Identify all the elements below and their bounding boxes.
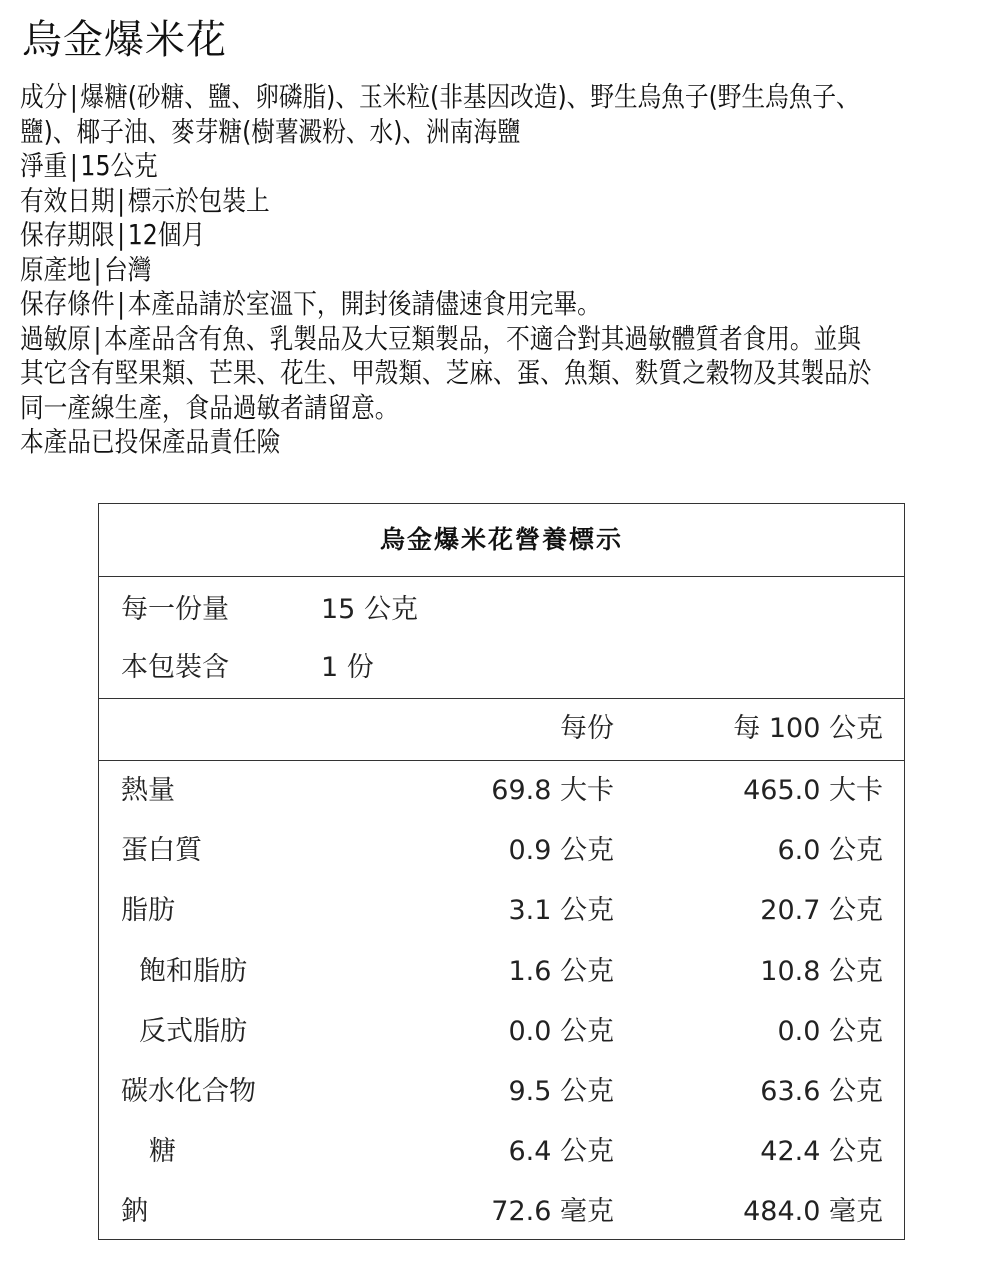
info-key: 保存條件	[20, 288, 115, 320]
nutrient-label: 蛋白質	[121, 835, 202, 867]
info-key: 淨重	[20, 150, 68, 182]
nutrient-per-100g: 6.0 公克	[777, 835, 883, 867]
nutrient-per-serving: 0.9 公克	[508, 835, 614, 867]
info-line-storage	[20, 287, 850, 322]
info-value: 本產品含有魚、乳製品及大豆類製品，不適合對其過敏體質者食用。並與	[104, 322, 861, 355]
info-key: 原產地	[20, 253, 91, 286]
column-header-per-serving: 每份	[560, 713, 614, 744]
info-value: 鹽)、椰子油、麥芽糖(樹薯澱粉、水)、洲南海鹽	[20, 115, 521, 148]
product-info	[20, 80, 872, 460]
info-separator: |	[117, 219, 126, 251]
nutrient-per-100g: 20.7 公克	[760, 895, 883, 927]
info-value: 爆糖(砂糖、鹽、卵磷脂)、玉米粒(非基因改造)、野生烏魚子(野生烏魚子、	[80, 81, 860, 113]
info-line-shelf-life	[20, 218, 850, 253]
servings-value: 1 份	[321, 652, 374, 683]
nutrient-per-100g: 10.8 公克	[760, 955, 883, 987]
nutrient-per-100g: 465.0 大卡	[743, 775, 883, 806]
info-value: 標示於包裝上	[127, 184, 270, 217]
nutrient-per-serving: 3.1 公克	[508, 895, 614, 927]
nutrient-per-serving: 0.0 公克	[508, 1015, 614, 1047]
nutrient-per-serving: 9.5 公克	[508, 1076, 614, 1107]
nutrient-label: 反式脂肪	[139, 1015, 247, 1047]
nutrient-per-100g: 0.0 公克	[777, 1015, 883, 1047]
info-separator: |	[117, 288, 126, 320]
table-row	[99, 1062, 904, 1122]
info-value: 本產品已投保產品責任險	[20, 426, 281, 458]
table-row	[99, 942, 904, 1002]
info-value: 12個月	[127, 219, 206, 251]
info-separator: |	[69, 81, 78, 113]
info-key: 有效日期	[20, 184, 115, 217]
nutrient-label: 碳水化合物	[121, 1076, 256, 1107]
nutrient-per-100g: 63.6 公克	[760, 1076, 883, 1107]
info-line-insurance	[20, 425, 850, 460]
info-value: 台灣	[104, 253, 152, 286]
info-line-ingredients-cont	[20, 115, 850, 150]
info-separator: |	[117, 184, 126, 217]
info-line-expiry	[20, 184, 850, 219]
info-line-allergen-cont	[20, 356, 872, 391]
nutrient-per-serving: 6.4 公克	[508, 1136, 614, 1168]
nutrient-per-100g: 42.4 公克	[760, 1136, 883, 1168]
nutrient-per-serving: 72.6 毫克	[491, 1196, 614, 1228]
table-row	[99, 1122, 904, 1182]
nutrient-per-100g: 484.0 毫克	[743, 1196, 883, 1228]
nutrient-label: 脂肪	[121, 895, 175, 927]
nutrition-title: 烏金爆米花營養標示	[99, 504, 904, 577]
info-key: 過敏原	[20, 322, 91, 355]
info-value: 其它含有堅果類、芒果、花生、甲殼類、芝麻、蛋、魚類、麩質之穀物及其製品於	[20, 357, 872, 389]
nutrient-label: 熱量	[121, 775, 175, 806]
info-key: 保存期限	[20, 219, 115, 251]
info-key: 成分	[20, 81, 68, 113]
nutrient-per-serving: 69.8 大卡	[491, 775, 614, 806]
info-line-origin	[20, 253, 850, 288]
table-row	[99, 821, 904, 881]
info-value: 同一產線生產，食品過敏者請留意。	[20, 391, 399, 424]
table-row	[99, 881, 904, 941]
info-value: 15公克	[80, 150, 158, 182]
info-line-ingredients	[20, 80, 860, 115]
info-separator: |	[93, 253, 102, 286]
nutrient-label: 糖	[149, 1136, 176, 1168]
servings-label: 本包裝含	[121, 652, 229, 683]
serving-size-label: 每一份量	[121, 594, 229, 625]
info-line-net-weight	[20, 149, 850, 184]
nutrient-label: 鈉	[121, 1196, 148, 1228]
table-row	[99, 1182, 904, 1242]
info-line-allergen-cont	[20, 391, 850, 426]
info-value: 本產品請於室溫下，開封後請儘速食用完畢。	[127, 288, 601, 320]
info-line-allergen	[20, 322, 861, 357]
column-header-per-100g: 每 100 公克	[733, 713, 883, 744]
table-row	[99, 1002, 904, 1062]
table-row	[99, 761, 904, 821]
info-separator: |	[69, 150, 78, 182]
product-title: 烏金爆米花	[22, 17, 227, 63]
nutrient-label: 飽和脂肪	[139, 955, 247, 987]
divider	[99, 698, 904, 699]
serving-size-value: 15 公克	[321, 594, 418, 625]
nutrition-table	[98, 503, 905, 1240]
nutrient-per-serving: 1.6 公克	[508, 955, 614, 987]
info-separator: |	[93, 322, 102, 355]
